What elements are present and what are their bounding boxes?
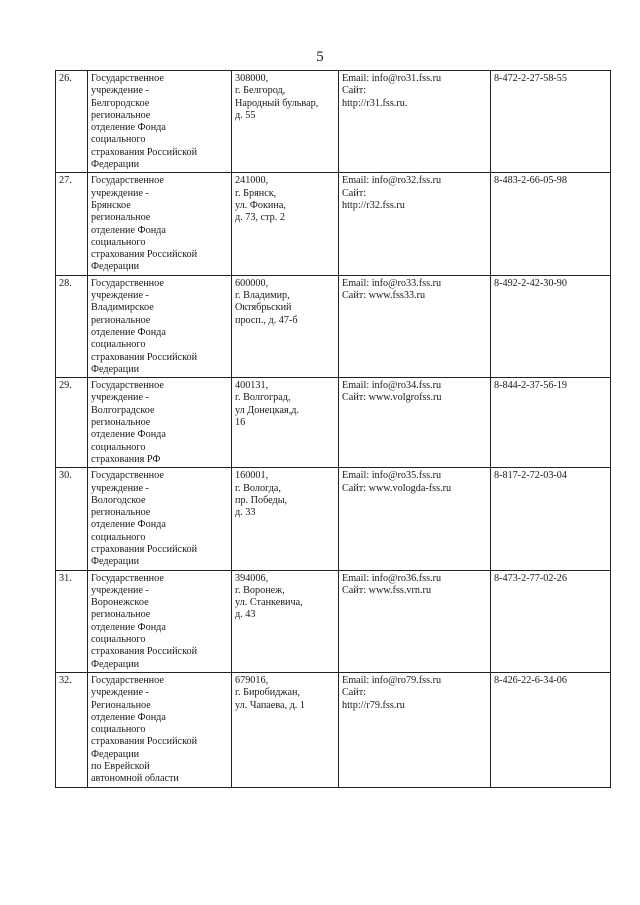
office-name: Государственное учреждение - Воронежское региональное отделение Фонда социального страхования Российской Федерации <box>88 570 232 672</box>
row-number: 32. <box>56 672 88 787</box>
row-number: 28. <box>56 275 88 377</box>
office-name: Государственное учреждение - Волгоградское региональное отделение Фонда социального страхования РФ <box>88 378 232 468</box>
row-number: 26. <box>56 71 88 173</box>
office-name: Государственное учреждение - Вологодское региональное отделение Фонда социального страхования Российской Федерации <box>88 468 232 570</box>
office-address: 400131, г. Волгоград, ул Донецкая,д. 16 <box>232 378 339 468</box>
office-contacts: Email: info@ro34.fss.ru Сайт: www.volgrofss.ru <box>339 378 491 468</box>
table-row <box>56 71 611 173</box>
row-number: 29. <box>56 378 88 468</box>
office-phone: 8-483-2-66-05-98 <box>491 173 611 275</box>
office-address: 679016, г. Биробиджан, ул. Чапаева, д. 1 <box>232 672 339 787</box>
table-row <box>56 570 611 672</box>
office-phone: 8-472-2-27-58-55 <box>491 71 611 173</box>
office-name: Государственное учреждение - Владимирское региональное отделение Фонда социального страхования Российской Федерации <box>88 275 232 377</box>
office-phone: 8-426-22-6-34-06 <box>491 672 611 787</box>
page-number: 5 <box>316 49 324 65</box>
table-row <box>56 173 611 275</box>
office-contacts: Email: info@ro33.fss.ru Сайт: www.fss33.ru <box>339 275 491 377</box>
regional-offices-table <box>55 70 611 788</box>
row-number: 27. <box>56 173 88 275</box>
office-contacts: Email: info@ro35.fss.ru Сайт: www.vologda-fss.ru <box>339 468 491 570</box>
office-contacts: Email: info@ro79.fss.ru Сайт: http://r79.fss.ru <box>339 672 491 787</box>
table-row <box>56 468 611 570</box>
office-name: Государственное учреждение - Региональное отделение Фонда социального страхования Российской Федерации по Еврейской автономной области <box>88 672 232 787</box>
table-row <box>56 378 611 468</box>
office-contacts: Email: info@ro31.fss.ru Сайт: http://r31.fss.ru. <box>339 71 491 173</box>
row-number: 31. <box>56 570 88 672</box>
office-address: 394006, г. Воронеж, ул. Станкевича, д. 43 <box>232 570 339 672</box>
table-row <box>56 672 611 787</box>
office-contacts: Email: info@ro32.fss.ru Сайт: http://r32.fss.ru <box>339 173 491 275</box>
office-phone: 8-817-2-72-03-04 <box>491 468 611 570</box>
office-name: Государственное учреждение - Белгородское региональное отделение Фонда социального страхования Российской Федерации <box>88 71 232 173</box>
table-row <box>56 275 611 377</box>
office-name: Государственное учреждение - Брянское региональное отделение Фонда социального страхования Российской Федерации <box>88 173 232 275</box>
office-address: 600000, г. Владимир, Октябрьский просп., д. 47-б <box>232 275 339 377</box>
office-phone: 8-844-2-37-56-19 <box>491 378 611 468</box>
office-address: 241000, г. Брянск, ул. Фокина, д. 73, стр. 2 <box>232 173 339 275</box>
office-address: 308000, г. Белгород, Народный бульвар, д. 55 <box>232 71 339 173</box>
office-phone: 8-492-2-42-30-90 <box>491 275 611 377</box>
office-phone: 8-473-2-77-02-26 <box>491 570 611 672</box>
row-number: 30. <box>56 468 88 570</box>
office-contacts: Email: info@ro36.fss.ru Сайт: www.fss.vrn.ru <box>339 570 491 672</box>
office-address: 160001, г. Вологда, пр. Победы, д. 33 <box>232 468 339 570</box>
